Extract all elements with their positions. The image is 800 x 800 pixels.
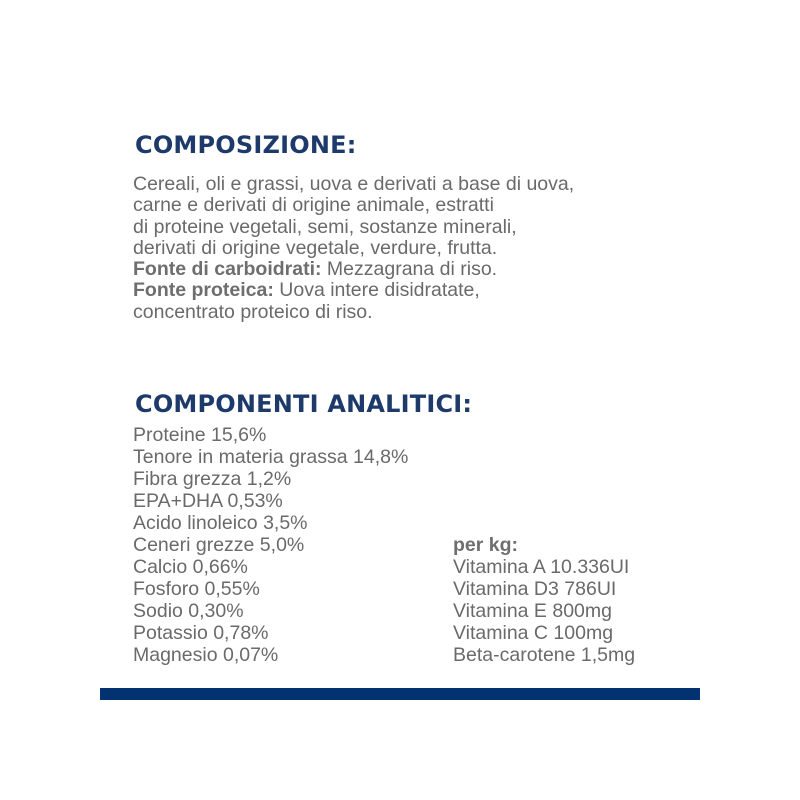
carb-source-value: Mezzagrana di riso. [321, 258, 498, 281]
analytical-item: Acido linoleico 3,5% [133, 512, 308, 534]
analytical-item: Fibra grezza 1,2% [133, 468, 292, 490]
footer-divider-bar [100, 688, 700, 700]
analytical-item: Calcio 0,66% [133, 556, 248, 578]
protein-source-label: Fonte proteica: [133, 279, 274, 302]
analytical-item: Proteine 15,6% [133, 424, 267, 446]
analytical-item: EPA+DHA 0,53% [133, 490, 283, 512]
composition-line: Cereali, oli e grassi, uova e derivati a base di uova, [133, 173, 575, 195]
protein-source-line [133, 280, 574, 301]
protein-source-continuation: concentrato proteico di riso. [133, 300, 373, 323]
per-kg-item: Vitamina D3 786UI [453, 578, 617, 600]
per-kg-label: per kg: [453, 534, 519, 556]
per-kg-item: Vitamina A 10.336UI [453, 556, 630, 578]
carb-source-line [133, 259, 574, 280]
protein-source-value: Uova intere disidratate, [273, 279, 480, 302]
analytical-item: Sodio 0,30% [133, 600, 244, 622]
composition-line: di proteine vegetali, semi, sostanze minerali, [133, 215, 517, 238]
per-kg-item: Vitamina E 800mg [453, 600, 612, 622]
per-kg-list [453, 534, 635, 666]
per-kg-item: Beta-carotene 1,5mg [453, 644, 636, 666]
analytical-item: Tenore in materia grassa 14,8% [133, 446, 409, 468]
composition-text [133, 174, 574, 323]
composition-line: derivati di origine vegetale, verdure, frutta. [133, 236, 498, 259]
analytical-heading: COMPONENTI ANALITICI: [135, 390, 473, 418]
analytical-item: Magnesio 0,07% [133, 644, 279, 666]
analytical-item: Potassio 0,78% [133, 622, 269, 644]
per-kg-item: Vitamina C 100mg [453, 622, 614, 644]
composition-line: carne e derivati di origine animale, estratti [133, 194, 494, 217]
composition-heading: COMPOSIZIONE: [135, 131, 357, 159]
analytical-item: Ceneri grezze 5,0% [133, 534, 305, 556]
analytical-list [133, 424, 408, 666]
carb-source-label: Fonte di carboidrati: [133, 258, 322, 281]
analytical-item: Fosforo 0,55% [133, 578, 260, 600]
